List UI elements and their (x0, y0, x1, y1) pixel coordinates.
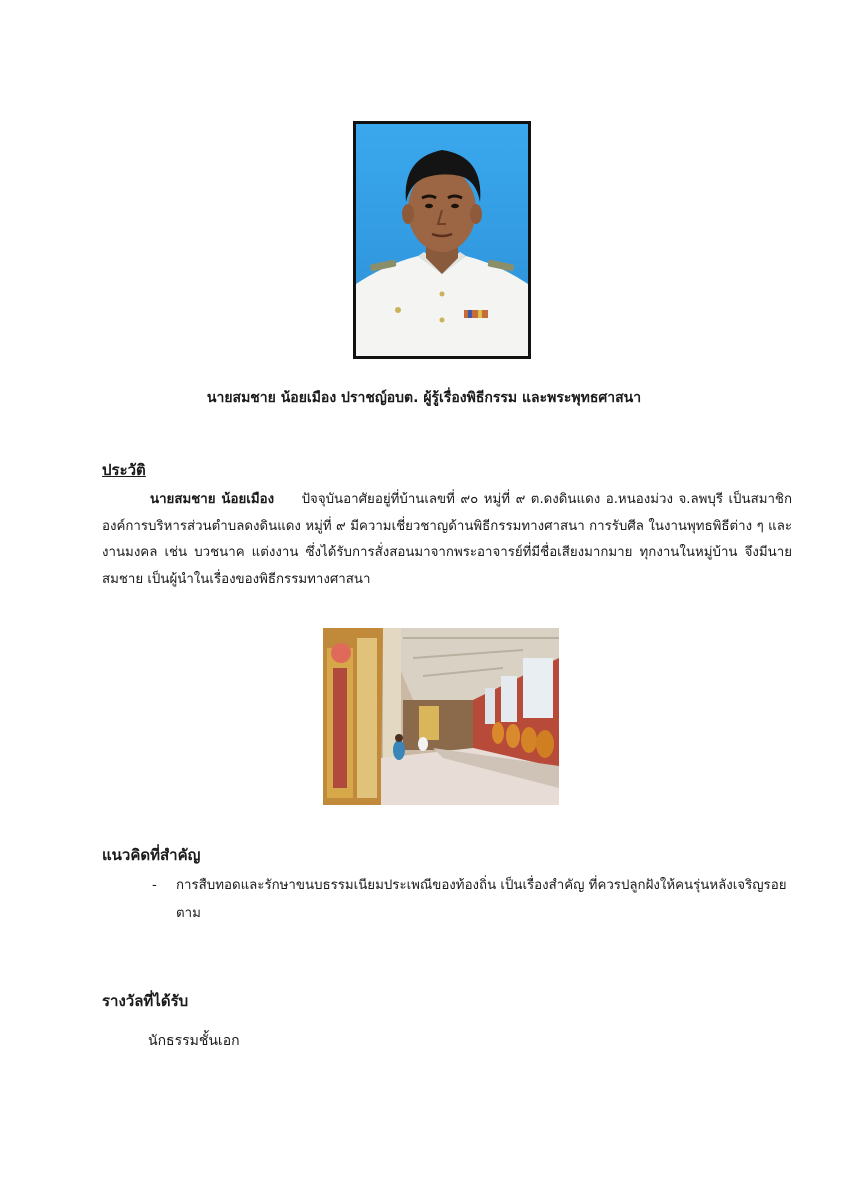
portrait-caption: นายสมชาย น้อยเมือง ปราชญ์อบต. ผู้รู้เรื่องพิธีกรรม และพระพุทธศาสนา (206, 390, 642, 406)
awards-heading: รางวัลที่ได้รับ (102, 992, 189, 1010)
temple-interior-photo (323, 628, 559, 805)
key-idea-text: การสืบทอดและรักษาขนบธรรมเนียมประเพณีของท้องถิ่น เป็นเรื่องสำคัญ ที่ควรปลูกฝังให้คนรุ่นหลังเจริญรอยตาม (176, 878, 787, 921)
key-ideas-heading: แนวคิดที่สำคัญ (102, 846, 201, 864)
key-idea-item (152, 872, 792, 928)
bullet-marker: - (152, 878, 157, 893)
award-item: นักธรรมชั้นเอก (148, 1033, 240, 1049)
portrait-photo (353, 121, 531, 359)
biography-text: ปัจจุบันอาศัยอยู่ที่บ้านเลขที่ ๙๐ หมู่ที่ ๙ ต.ดงดินแดง อ.หนองม่วง จ.ลพบุรี เป็นสมาชิกองค์การบริหารส่วนตำบลดงดินแดง หมู่ที่ ๙ มีความเชี่ยวชาญด้านพิธีกรรมทางศาสนา การรับศีล ในงานพุทธพิธีต่าง ๆ และงานมงคล เช่น บวชนาค แต่งงาน ซึ่งได้รับการสั่งสอนมาจากพระอาจารย์ที่มีชื่อเสียงมากมาย ทุกงานในหมู่บ้าน จึงมีนายสมชาย เป็นผู้นำในเรื่องของพิธีกรรมทางศาสนา (102, 492, 793, 587)
biography-name: นายสมชาย น้อยเมือง (150, 492, 275, 507)
biography-heading: ประวัติ (102, 461, 146, 479)
biography-paragraph (102, 487, 792, 593)
